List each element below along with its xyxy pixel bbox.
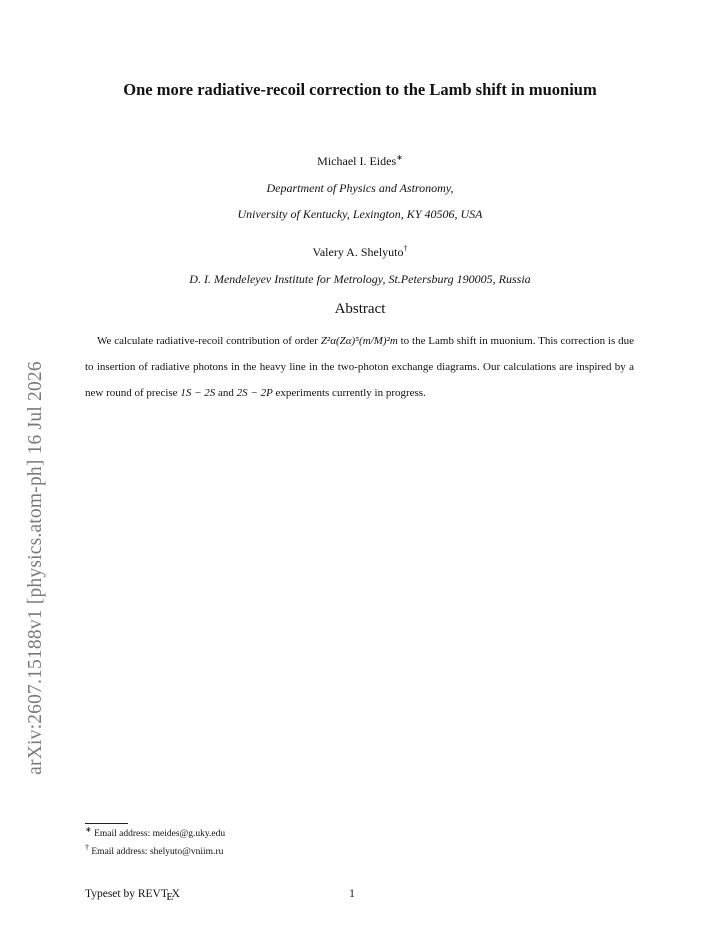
- footnote-2-mark: †: [85, 842, 89, 852]
- page-number: 1: [349, 888, 355, 900]
- typeset-prefix: Typeset by REVT: [85, 888, 168, 900]
- author-1: [80, 154, 640, 169]
- arxiv-identifier-stamp: arXiv:2607.15188v1 [physics.atom-ph] 16 Jul 2026: [25, 361, 46, 775]
- abstract-text-part-3: and: [215, 387, 237, 399]
- abstract-formula: Z²α(Zα)⁵(m/M)²m: [320, 335, 398, 347]
- abstract-transition-1: 1S − 2S: [180, 387, 216, 399]
- footnote-divider: [85, 823, 128, 824]
- author-1-name: Michael I. Eides: [317, 154, 397, 168]
- abstract-transition-2: 2S − 2P: [236, 387, 273, 399]
- abstract-text-part-1: We calculate radiative-recoil contribution of order: [97, 335, 321, 347]
- author-1-affiliation-line-1: Department of Physics and Astronomy,: [266, 181, 454, 195]
- author-1-footnote-mark: ∗: [396, 153, 403, 162]
- footnote-2-text: Email address: shelyuto@vniim.ru: [89, 847, 224, 857]
- paper-title: One more radiative-recoil correction to the Lamb shift in muonium: [123, 80, 597, 99]
- typeset-tex-e: E: [166, 890, 174, 903]
- author-1-affiliation-line-2: University of Kentucky, Lexington, KY 40506, USA: [237, 207, 483, 221]
- typeset-note: [85, 888, 180, 903]
- footnote-1-text: Email address: meides@g.uky.edu: [91, 829, 226, 839]
- abstract-heading: Abstract: [334, 301, 386, 317]
- typeset-suffix: X: [171, 888, 180, 900]
- author-2-footnote-mark: †: [403, 244, 408, 253]
- footnote-1-mark: ∗: [85, 824, 92, 834]
- abstract-text-part-2: to the Lamb shift in muonium. This correction is due to insertion of radiative photons in the heavy line in the two-photon exchange diagrams. Our calculations are inspired by a new round of precise: [85, 335, 634, 399]
- author-2-affiliation: D. I. Mendeleyev Institute for Metrology, St.Petersburg 190005, Russia: [189, 272, 531, 286]
- abstract-text: [85, 328, 634, 406]
- author-2-name: Valery A. Shelyuto: [312, 245, 404, 259]
- footnote-1: [85, 824, 226, 839]
- footnote-2: [85, 842, 224, 857]
- abstract-text-part-4: experiments currently in progress.: [272, 387, 426, 399]
- author-2: [80, 245, 640, 260]
